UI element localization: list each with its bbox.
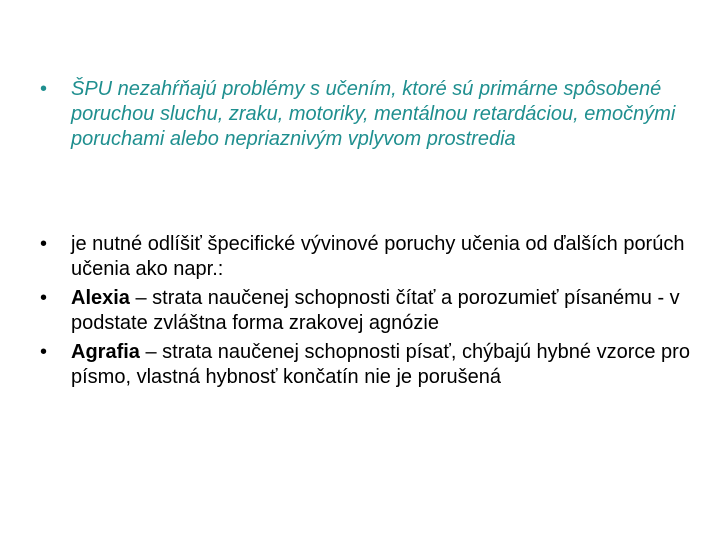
intro-bullet-list bbox=[40, 77, 690, 156]
bullet-item-differentiation bbox=[40, 232, 690, 282]
bullet-text: – strata naučenej schopnosti písať, chýbajú hybné vzorce pro písmo, vlastná hybnosť končatín nie je porušená bbox=[71, 341, 690, 388]
bullet-text: ŠPU nezahŕňajú problémy s učením, ktoré sú primárne spôsobené poruchou sluchu, zraku, motoriky, mentálnou retardáciou, emočnými poruchami alebo nepriaznivým vplyvom prostredia bbox=[71, 78, 676, 150]
bullet-marker: • bbox=[40, 287, 48, 309]
bullet-item-alexia bbox=[40, 286, 690, 336]
bullet-text: je nutné odlíšiť špecifické vývinové poruchy učenia od ďalších porúch učenia ako napr.: bbox=[71, 233, 685, 280]
bullet-marker: • bbox=[40, 233, 48, 255]
bullet-item-agrafia bbox=[40, 340, 690, 390]
bullet-item-spu-exclusions bbox=[40, 77, 690, 152]
bullet-marker: • bbox=[40, 341, 48, 363]
term-agrafia: Agrafia bbox=[71, 341, 140, 363]
term-alexia: Alexia bbox=[71, 287, 130, 309]
bullet-text: – strata naučenej schopnosti čítať a porozumieť písanému - v podstate zvláštna forma zrakovej agnózie bbox=[71, 287, 680, 334]
bullet-marker: • bbox=[40, 78, 48, 100]
definitions-bullet-list bbox=[40, 232, 690, 394]
